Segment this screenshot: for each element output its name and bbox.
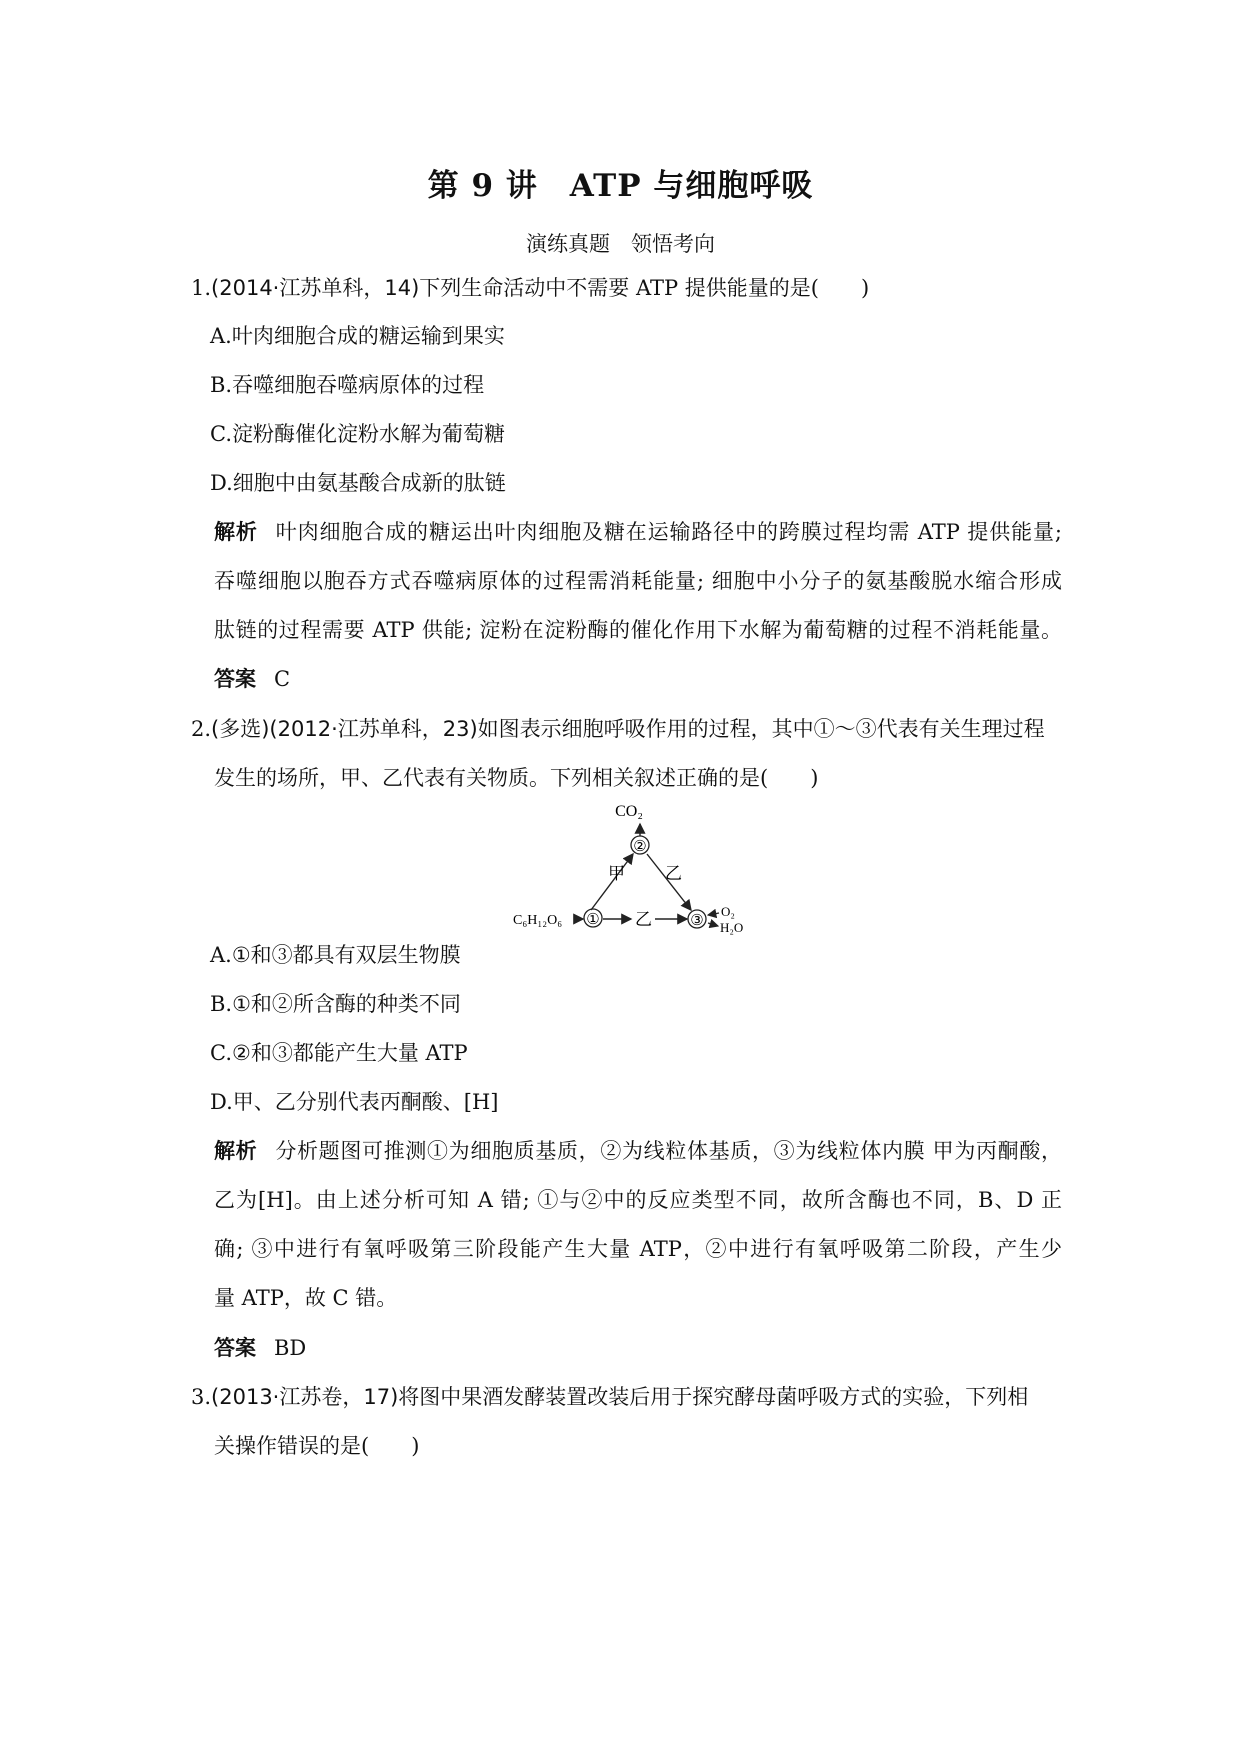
q2-option-b: B.①和②所含酶的种类不同 bbox=[210, 992, 461, 1016]
co2-label: CO₂ bbox=[615, 803, 643, 820]
q2-analysis-line-4: 量 ATP，故 C 错。 bbox=[214, 1286, 398, 1310]
svg-text:③: ③ bbox=[690, 913, 704, 929]
question-number: 1. bbox=[191, 276, 212, 300]
arrow-3-to-h2o bbox=[708, 923, 718, 926]
edge-label-yi-2: 乙 bbox=[635, 910, 652, 929]
q1-option-b: B.吞噬细胞吞噬病原体的过程 bbox=[210, 373, 485, 397]
question-source: (多选)(2012·江苏单科，23) bbox=[211, 717, 478, 741]
o2-label: O₂ bbox=[721, 904, 735, 919]
question-source: (2013·江苏卷，17) bbox=[211, 1385, 399, 1409]
svg-text:②: ② bbox=[633, 839, 647, 855]
q2-option-c: C.②和③都能产生大量 ATP bbox=[210, 1041, 468, 1065]
answer-value: C bbox=[274, 667, 291, 691]
arrow-o2-to-3 bbox=[708, 913, 719, 915]
q2-analysis-line-3: 确; ③中进行有氧呼吸第三阶段能产生大量 ATP，②中进行有氧呼吸第二阶段，产生少 bbox=[214, 1237, 1062, 1261]
question-3-stem bbox=[191, 1383, 1028, 1411]
question-2-stem bbox=[191, 715, 1045, 743]
q2-answer bbox=[214, 1334, 306, 1362]
question-text: 将图中果酒发酵装置改装后用于探究酵母菌呼吸方式的实验，下列相 bbox=[398, 1385, 1029, 1409]
edge-label-jia: 甲 bbox=[608, 864, 625, 883]
svg-text:①: ① bbox=[586, 912, 600, 928]
q1-analysis-line-2: 吞噬细胞以胞吞方式吞噬病原体的过程需消耗能量; 细胞中小分子的氨基酸脱水缩合形成 bbox=[214, 569, 1062, 593]
question-3-stem-cont: 关操作错误的是( ) bbox=[214, 1434, 420, 1458]
analysis-label: 解析 bbox=[214, 1139, 258, 1163]
q2-option-a: A.①和③都具有双层生物膜 bbox=[210, 943, 461, 967]
question-number: 3. bbox=[191, 1385, 212, 1409]
h2o-label: H₂O bbox=[720, 920, 744, 935]
question-source: (2014·江苏单科，14) bbox=[211, 276, 420, 300]
question-number: 2. bbox=[191, 717, 212, 741]
section-subtitle: 演练真题 领悟考向 bbox=[526, 232, 715, 256]
answer-value: BD bbox=[274, 1336, 307, 1360]
question-text: 下列生命活动中不需要 ATP 提供能量的是( ) bbox=[419, 276, 870, 300]
analysis-label: 解析 bbox=[214, 520, 258, 544]
q1-option-d: D.细胞中由氨基酸合成新的肽链 bbox=[210, 471, 506, 495]
q2-option-d: D.甲、乙分别代表丙酮酸、[H] bbox=[210, 1090, 499, 1114]
q2-analysis-line-1: 解析 分析题图可推测①为细胞质基质，②为线粒体基质，③为线粒体内膜 甲为丙酮酸， bbox=[214, 1139, 1062, 1163]
answer-label: 答案 bbox=[214, 667, 256, 691]
page-title: 第 9 讲 ATP 与细胞呼吸 bbox=[427, 168, 814, 204]
respiration-diagram bbox=[505, 800, 755, 940]
q1-answer bbox=[214, 665, 290, 693]
question-text: 如图表示细胞呼吸作用的过程，其中①～③代表有关生理过程 bbox=[477, 717, 1045, 741]
q1-option-c: C.淀粉酶催化淀粉水解为葡萄糖 bbox=[210, 422, 505, 446]
question-2-stem-cont: 发生的场所，甲、乙代表有关物质。下列相关叙述正确的是( ) bbox=[214, 766, 819, 790]
q1-analysis-line-1: 解析 叶肉细胞合成的糖运出叶肉细胞及糖在运输路径中的跨膜过程均需 ATP 提供能量; bbox=[214, 520, 1063, 544]
glucose-label: C₆H₁₂O₆ bbox=[513, 913, 563, 928]
answer-label: 答案 bbox=[214, 1336, 256, 1360]
edge-label-yi-1: 乙 bbox=[665, 864, 682, 883]
q2-analysis-line-2: 乙为[H]。由上述分析可知 A 错; ①与②中的反应类型不同，故所含酶也不同，B、D 正 bbox=[214, 1188, 1062, 1212]
question-1-stem bbox=[191, 274, 869, 302]
q1-option-a: A.叶肉细胞合成的糖运输到果实 bbox=[210, 324, 505, 348]
q1-analysis-line-3: 肽链的过程需要 ATP 供能; 淀粉在淀粉酶的催化作用下水解为葡萄糖的过程不消耗能量。 bbox=[214, 618, 1062, 642]
